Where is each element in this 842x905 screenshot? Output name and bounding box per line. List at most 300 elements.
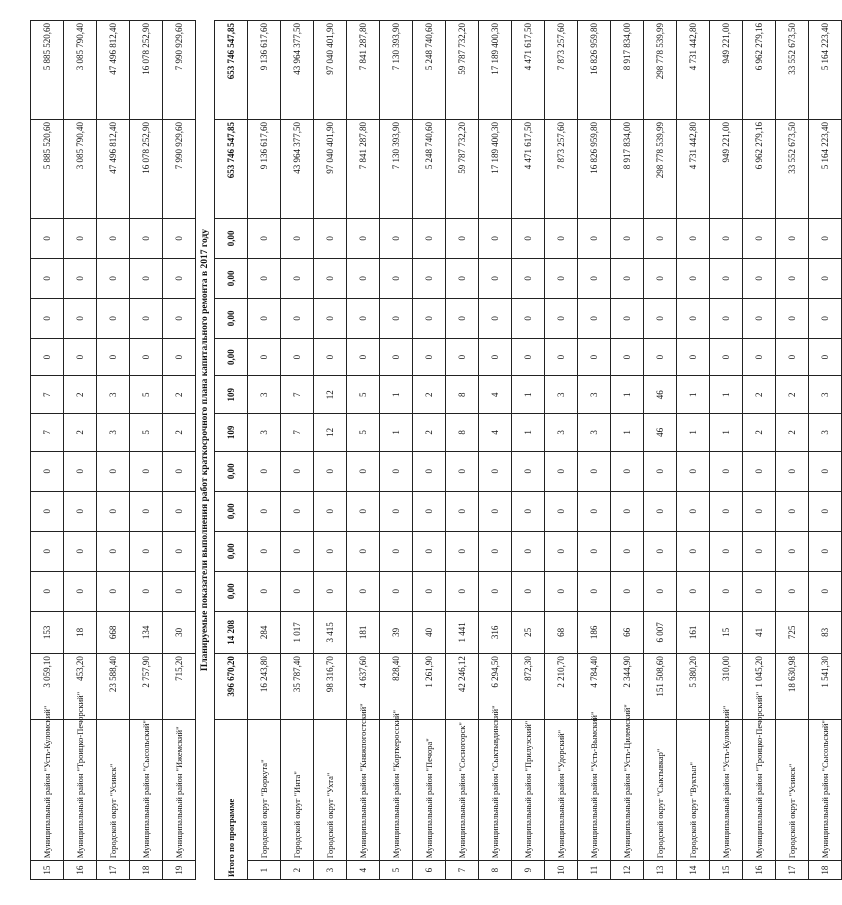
value-cell: 43 964 377,50 xyxy=(281,119,314,218)
value-cell: 2 344,90 xyxy=(611,654,644,720)
value-cell: 0 xyxy=(446,298,479,338)
value-cell: 0 xyxy=(677,491,710,531)
value-cell: 0 xyxy=(809,531,842,571)
table-row xyxy=(611,21,644,880)
value-cell: 5 885 520,60 xyxy=(31,119,64,218)
value-cell: 0 xyxy=(130,491,163,531)
value-cell: 0 xyxy=(611,338,644,376)
value-cell: 0 xyxy=(31,531,64,571)
value-cell: 41 xyxy=(743,611,776,653)
value-cell: 0 xyxy=(644,258,677,298)
total-value: 109 xyxy=(215,414,248,452)
value-cell: 0 xyxy=(677,218,710,258)
value-cell: 715,20 xyxy=(163,654,196,720)
value-cell: 0 xyxy=(545,451,578,491)
municipality-name: Муниципальный район "Троицко-Печорский" xyxy=(743,719,776,860)
value-cell: 0 xyxy=(248,571,281,611)
value-cell: 0 xyxy=(64,531,97,571)
value-cell: 0 xyxy=(413,571,446,611)
value-cell: 0 xyxy=(611,451,644,491)
value-cell: 0 xyxy=(545,338,578,376)
value-cell: 0 xyxy=(446,571,479,611)
value-cell: 186 xyxy=(578,611,611,653)
value-cell: 0 xyxy=(347,258,380,298)
value-cell: 8 xyxy=(446,414,479,452)
value-cell: 1 xyxy=(512,376,545,414)
value-cell: 2 xyxy=(776,414,809,452)
value-cell: 1 261,90 xyxy=(413,654,446,720)
value-cell: 5 xyxy=(347,376,380,414)
value-cell: 0 xyxy=(809,451,842,491)
value-cell: 7 130 393,90 xyxy=(380,21,413,120)
value-cell: 1 xyxy=(677,414,710,452)
value-cell: 2 xyxy=(163,414,196,452)
value-cell: 6 294,50 xyxy=(479,654,512,720)
value-cell: 0 xyxy=(446,491,479,531)
value-cell: 0 xyxy=(446,531,479,571)
value-cell: 2 xyxy=(64,414,97,452)
value-cell: 5 xyxy=(130,414,163,452)
value-cell: 3 085 790,40 xyxy=(64,119,97,218)
value-cell: 0 xyxy=(130,571,163,611)
value-cell: 5 248 740,60 xyxy=(413,21,446,120)
value-cell: 7 xyxy=(281,376,314,414)
value-cell: 0 xyxy=(677,531,710,571)
row-index: 16 xyxy=(743,861,776,880)
value-cell: 0 xyxy=(380,451,413,491)
value-cell: 0 xyxy=(611,258,644,298)
value-cell: 0 xyxy=(130,298,163,338)
total-label: Итого по программе xyxy=(215,719,248,879)
value-cell: 25 xyxy=(512,611,545,653)
municipality-name: Муниципальный район "Ижемский" xyxy=(163,719,196,860)
value-cell: 1 xyxy=(611,414,644,452)
value-cell: 0 xyxy=(479,218,512,258)
total-value: 0,00 xyxy=(215,258,248,298)
value-cell: 0 xyxy=(710,491,743,531)
value-cell: 0 xyxy=(479,491,512,531)
value-cell: 0 xyxy=(644,531,677,571)
value-cell: 316 xyxy=(479,611,512,653)
table-row xyxy=(578,21,611,880)
total-value: 0,00 xyxy=(215,571,248,611)
value-cell: 66 xyxy=(611,611,644,653)
value-cell: 0 xyxy=(578,338,611,376)
value-cell: 0 xyxy=(644,218,677,258)
value-cell: 0 xyxy=(281,298,314,338)
value-cell: 1 xyxy=(380,376,413,414)
value-cell: 3 xyxy=(97,376,130,414)
value-cell: 0 xyxy=(545,218,578,258)
row-index: 1 xyxy=(248,861,281,880)
value-cell: 0 xyxy=(479,258,512,298)
total-value: 0,00 xyxy=(215,298,248,338)
value-cell: 0 xyxy=(578,451,611,491)
value-cell: 0 xyxy=(347,218,380,258)
value-cell: 0 xyxy=(809,491,842,531)
value-cell: 0 xyxy=(677,258,710,298)
value-cell: 2 xyxy=(163,376,196,414)
table-row xyxy=(512,21,545,880)
value-cell: 949 221,00 xyxy=(710,21,743,120)
table-row xyxy=(314,21,347,880)
municipality-name: Муниципальный район "Усть-Цилемский" xyxy=(611,719,644,860)
value-cell: 0 xyxy=(578,258,611,298)
value-cell: 1 xyxy=(710,414,743,452)
table-row xyxy=(130,21,163,880)
value-cell: 0 xyxy=(479,338,512,376)
municipality-name: Городской округ "Ухта" xyxy=(314,719,347,860)
value-cell: 0 xyxy=(512,491,545,531)
value-cell: 40 xyxy=(413,611,446,653)
value-cell: 0 xyxy=(677,571,710,611)
value-cell: 0 xyxy=(347,338,380,376)
value-cell: 0 xyxy=(743,338,776,376)
value-cell: 0 xyxy=(512,338,545,376)
value-cell: 0 xyxy=(163,218,196,258)
value-cell: 0 xyxy=(512,218,545,258)
value-cell: 7 xyxy=(281,414,314,452)
total-value: 0,00 xyxy=(215,531,248,571)
value-cell: 0 xyxy=(31,258,64,298)
municipality-name: Городской округ "Сыктывкар" xyxy=(644,719,677,860)
section-title: Планируемые показатели выполнения работ краткосрочного плана капитального ремонта в 2017 году xyxy=(196,21,215,880)
row-index: 15 xyxy=(31,861,64,880)
value-cell: 0 xyxy=(512,451,545,491)
value-cell: 6 962 279,16 xyxy=(743,21,776,120)
value-cell: 9 136 617,60 xyxy=(248,21,281,120)
row-index: 11 xyxy=(578,861,611,880)
value-cell: 0 xyxy=(380,531,413,571)
value-cell: 0 xyxy=(578,298,611,338)
value-cell: 0 xyxy=(743,258,776,298)
value-cell: 59 787 732,20 xyxy=(446,119,479,218)
value-cell: 0 xyxy=(512,258,545,298)
value-cell: 0 xyxy=(130,218,163,258)
value-cell: 0 xyxy=(97,451,130,491)
value-cell: 1 045,20 xyxy=(743,654,776,720)
row-index: 13 xyxy=(644,861,677,880)
value-cell: 0 xyxy=(97,531,130,571)
value-cell: 4 637,60 xyxy=(347,654,380,720)
value-cell: 7 xyxy=(31,376,64,414)
value-cell: 3 xyxy=(545,376,578,414)
value-cell: 310,00 xyxy=(710,654,743,720)
value-cell: 0 xyxy=(281,338,314,376)
table-row xyxy=(413,21,446,880)
value-cell: 18 xyxy=(64,611,97,653)
value-cell: 0 xyxy=(380,491,413,531)
value-cell: 97 040 401,90 xyxy=(314,119,347,218)
value-cell: 3 xyxy=(545,414,578,452)
value-cell: 0 xyxy=(776,258,809,298)
value-cell: 725 xyxy=(776,611,809,653)
row-index: 18 xyxy=(809,861,842,880)
value-cell: 5 xyxy=(130,376,163,414)
section-row xyxy=(196,21,215,880)
value-cell: 0 xyxy=(347,298,380,338)
table-row xyxy=(479,21,512,880)
row-index: 17 xyxy=(776,861,809,880)
value-cell: 3 xyxy=(97,414,130,452)
value-cell: 3 xyxy=(578,414,611,452)
value-cell: 7 873 257,60 xyxy=(545,21,578,120)
municipality-name: Муниципальный район "Усть-Куломский" xyxy=(710,719,743,860)
municipality-name: Муниципальный район "Троицко-Печорский" xyxy=(64,719,97,860)
value-cell: 7 873 257,60 xyxy=(545,119,578,218)
row-index: 5 xyxy=(380,861,413,880)
value-cell: 0 xyxy=(479,451,512,491)
value-cell: 0 xyxy=(776,298,809,338)
value-cell: 0 xyxy=(545,298,578,338)
value-cell: 2 757,90 xyxy=(130,654,163,720)
value-cell: 161 xyxy=(677,611,710,653)
value-cell: 6 007 xyxy=(644,611,677,653)
value-cell: 15 xyxy=(710,611,743,653)
value-cell: 0 xyxy=(512,298,545,338)
row-index: 10 xyxy=(545,861,578,880)
value-cell: 0 xyxy=(64,258,97,298)
total-value: 0,00 xyxy=(215,338,248,376)
value-cell: 3 xyxy=(809,376,842,414)
value-cell: 35 787,40 xyxy=(281,654,314,720)
value-cell: 46 xyxy=(644,376,677,414)
value-cell: 0 xyxy=(248,258,281,298)
value-cell: 12 xyxy=(314,376,347,414)
value-cell: 0 xyxy=(710,531,743,571)
table-row xyxy=(97,21,130,880)
value-cell: 0 xyxy=(446,338,479,376)
value-cell: 0 xyxy=(314,531,347,571)
value-cell: 0 xyxy=(97,491,130,531)
value-cell: 0 xyxy=(31,451,64,491)
value-cell: 0 xyxy=(163,531,196,571)
value-cell: 0 xyxy=(545,571,578,611)
value-cell: 298 778 539,99 xyxy=(644,21,677,120)
value-cell: 0 xyxy=(446,218,479,258)
value-cell: 7 990 929,60 xyxy=(163,21,196,120)
value-cell: 0 xyxy=(611,491,644,531)
value-cell: 0 xyxy=(809,338,842,376)
value-cell: 0 xyxy=(314,451,347,491)
value-cell: 0 xyxy=(677,451,710,491)
value-cell: 0 xyxy=(512,531,545,571)
value-cell: 0 xyxy=(314,218,347,258)
value-cell: 0 xyxy=(248,531,281,571)
value-cell: 4 xyxy=(479,376,512,414)
table-row xyxy=(248,21,281,880)
value-cell: 0 xyxy=(611,298,644,338)
row-index: 18 xyxy=(130,861,163,880)
value-cell: 8 917 834,00 xyxy=(611,21,644,120)
value-cell: 0 xyxy=(314,571,347,611)
table-row xyxy=(710,21,743,880)
value-cell: 6 962 279,16 xyxy=(743,119,776,218)
municipality-name: Муниципальный район "Усть-Куломский" xyxy=(31,719,64,860)
value-cell: 30 xyxy=(163,611,196,653)
table-row xyxy=(446,21,479,880)
value-cell: 0 xyxy=(710,298,743,338)
value-cell: 0 xyxy=(380,338,413,376)
value-cell: 0 xyxy=(97,338,130,376)
value-cell: 4 471 617,50 xyxy=(512,119,545,218)
rotated-table-container xyxy=(30,20,830,880)
value-cell: 134 xyxy=(130,611,163,653)
value-cell: 0 xyxy=(380,218,413,258)
value-cell: 16 826 959,80 xyxy=(578,119,611,218)
value-cell: 5 xyxy=(347,414,380,452)
value-cell: 0 xyxy=(380,571,413,611)
value-cell: 8 917 834,00 xyxy=(611,119,644,218)
table-row xyxy=(743,21,776,880)
value-cell: 5 164 223,40 xyxy=(809,21,842,120)
value-cell: 0 xyxy=(413,258,446,298)
value-cell: 0 xyxy=(97,218,130,258)
value-cell: 0 xyxy=(809,258,842,298)
value-cell: 47 496 812,40 xyxy=(97,21,130,120)
value-cell: 97 040 401,90 xyxy=(314,21,347,120)
municipality-name: Муниципальный район "Княжпогостский" xyxy=(347,719,380,860)
value-cell: 1 441 xyxy=(446,611,479,653)
value-cell: 0 xyxy=(248,451,281,491)
value-cell: 0 xyxy=(809,218,842,258)
value-cell: 0 xyxy=(710,258,743,298)
value-cell: 7 841 287,80 xyxy=(347,119,380,218)
value-cell: 0 xyxy=(743,571,776,611)
total-value: 653 746 547,85 xyxy=(215,21,248,120)
value-cell: 0 xyxy=(479,531,512,571)
value-cell: 1 xyxy=(512,414,545,452)
municipality-name: Муниципальный район "Сыктывдинский" xyxy=(479,719,512,860)
value-cell: 284 xyxy=(248,611,281,653)
value-cell: 3 xyxy=(248,376,281,414)
value-cell: 3 085 790,40 xyxy=(64,21,97,120)
value-cell: 0 xyxy=(97,298,130,338)
capital-repair-table xyxy=(30,20,842,880)
value-cell: 0 xyxy=(644,491,677,531)
value-cell: 4 784,40 xyxy=(578,654,611,720)
value-cell: 2 xyxy=(776,376,809,414)
value-cell: 0 xyxy=(314,298,347,338)
value-cell: 7 990 929,60 xyxy=(163,119,196,218)
row-index: 17 xyxy=(97,861,130,880)
value-cell: 0 xyxy=(710,218,743,258)
value-cell: 0 xyxy=(578,491,611,531)
value-cell: 0 xyxy=(776,451,809,491)
value-cell: 0 xyxy=(545,531,578,571)
value-cell: 0 xyxy=(776,571,809,611)
value-cell: 0 xyxy=(347,491,380,531)
row-index: 4 xyxy=(347,861,380,880)
value-cell: 3 xyxy=(248,414,281,452)
value-cell: 0 xyxy=(248,218,281,258)
value-cell: 4 xyxy=(479,414,512,452)
value-cell: 0 xyxy=(281,218,314,258)
value-cell: 9 136 617,60 xyxy=(248,119,281,218)
value-cell: 3 415 xyxy=(314,611,347,653)
value-cell: 0 xyxy=(710,571,743,611)
municipality-name: Муниципальный район "Прилузский" xyxy=(512,719,545,860)
value-cell: 0 xyxy=(97,571,130,611)
value-cell: 0 xyxy=(380,298,413,338)
total-value: 0,00 xyxy=(215,218,248,258)
row-index: 15 xyxy=(710,861,743,880)
value-cell: 2 xyxy=(64,376,97,414)
table-row xyxy=(380,21,413,880)
value-cell: 33 552 673,50 xyxy=(776,21,809,120)
value-cell: 0 xyxy=(446,451,479,491)
value-cell: 0 xyxy=(677,338,710,376)
value-cell: 0 xyxy=(743,491,776,531)
value-cell: 12 xyxy=(314,414,347,452)
municipality-name: Муниципальный район "Удорский" xyxy=(545,719,578,860)
value-cell: 4 731 442,80 xyxy=(677,119,710,218)
value-cell: 0 xyxy=(380,258,413,298)
value-cell: 0 xyxy=(64,451,97,491)
value-cell: 0 xyxy=(347,531,380,571)
table-row xyxy=(281,21,314,880)
value-cell: 7 130 393,90 xyxy=(380,119,413,218)
value-cell: 1 xyxy=(677,376,710,414)
value-cell: 0 xyxy=(413,451,446,491)
value-cell: 83 xyxy=(809,611,842,653)
value-cell: 0 xyxy=(281,571,314,611)
municipality-name: Городской округ "Усинск" xyxy=(97,719,130,860)
value-cell: 2 xyxy=(413,414,446,452)
value-cell: 0 xyxy=(281,531,314,571)
value-cell: 0 xyxy=(611,571,644,611)
value-cell: 16 078 252,90 xyxy=(130,119,163,218)
value-cell: 0 xyxy=(743,531,776,571)
value-cell: 1 541,30 xyxy=(809,654,842,720)
value-cell: 0 xyxy=(413,531,446,571)
value-cell: 0 xyxy=(31,298,64,338)
value-cell: 0 xyxy=(479,298,512,338)
value-cell: 2 xyxy=(413,376,446,414)
value-cell: 0 xyxy=(163,451,196,491)
value-cell: 33 552 673,50 xyxy=(776,119,809,218)
municipality-name: Муниципальный район "Печора" xyxy=(413,719,446,860)
value-cell: 949 221,00 xyxy=(710,119,743,218)
value-cell: 1 xyxy=(710,376,743,414)
value-cell: 0 xyxy=(31,491,64,531)
value-cell: 17 189 400,30 xyxy=(479,119,512,218)
value-cell: 18 630,98 xyxy=(776,654,809,720)
value-cell: 0 xyxy=(578,571,611,611)
value-cell: 181 xyxy=(347,611,380,653)
row-index: 8 xyxy=(479,861,512,880)
value-cell: 0 xyxy=(64,218,97,258)
value-cell: 0 xyxy=(248,491,281,531)
value-cell: 2 xyxy=(743,414,776,452)
municipality-name: Муниципальный район "Усть-Вымский" xyxy=(578,719,611,860)
value-cell: 39 xyxy=(380,611,413,653)
value-cell: 0 xyxy=(130,258,163,298)
value-cell: 0 xyxy=(446,258,479,298)
value-cell: 42 246,12 xyxy=(446,654,479,720)
value-cell: 872,30 xyxy=(512,654,545,720)
municipality-name: Городской округ "Воркута" xyxy=(248,719,281,860)
value-cell: 0 xyxy=(743,218,776,258)
value-cell: 8 xyxy=(446,376,479,414)
row-index: 3 xyxy=(314,861,347,880)
value-cell: 59 787 732,20 xyxy=(446,21,479,120)
value-cell: 0 xyxy=(809,298,842,338)
table-row xyxy=(644,21,677,880)
municipality-name: Муниципальный район "Корткеросский" xyxy=(380,719,413,860)
value-cell: 0 xyxy=(281,491,314,531)
value-cell: 0 xyxy=(413,491,446,531)
